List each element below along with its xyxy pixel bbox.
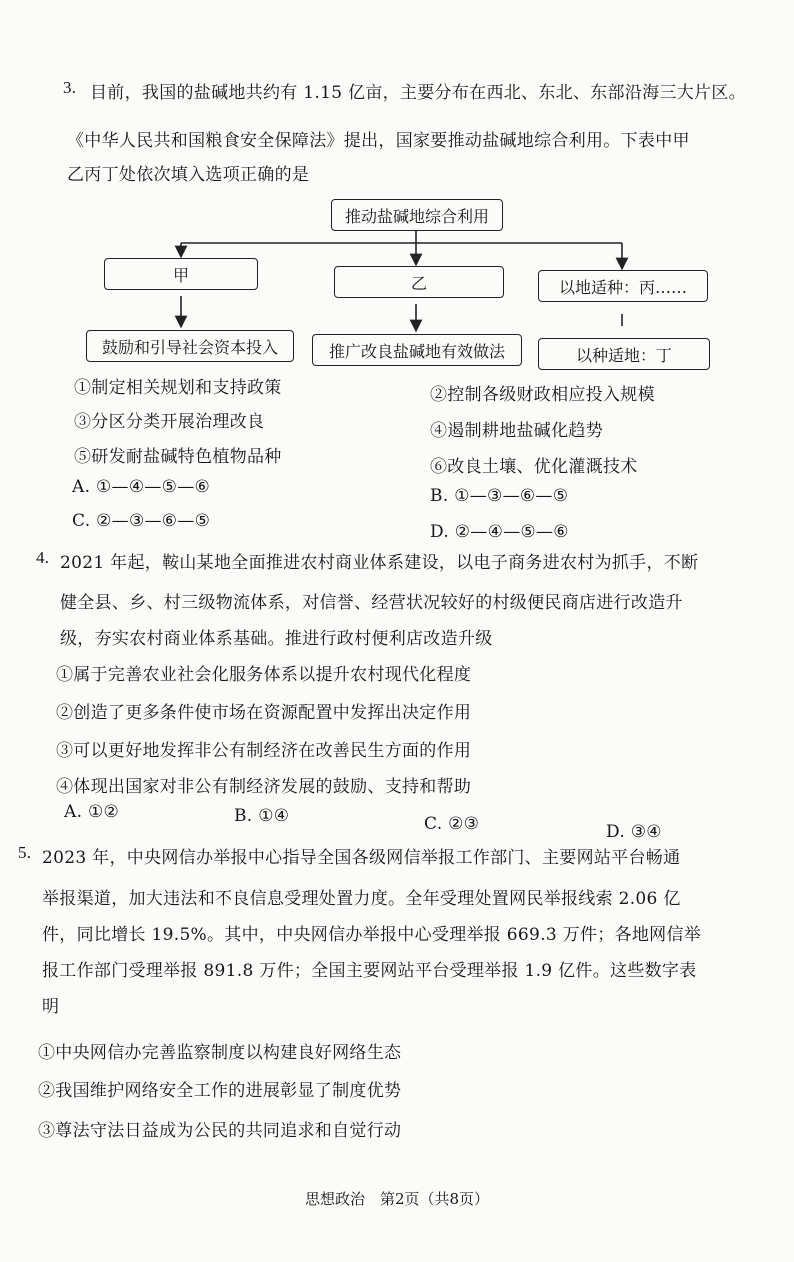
diagram-top-box: 推动盐碱地综合利用 — [331, 199, 503, 231]
q4-item-2: ②创造了更多条件使市场在资源配置中发挥出决定作用 — [56, 703, 472, 723]
q3-stem-line-1: 目前，我国的盐碱地共约有 1.15 亿亩，主要分布在西北、东北、东部沿海三大片区。 — [90, 83, 746, 103]
q4-item-1: ①属于完善农业社会化服务体系以提升农村现代化程度 — [56, 665, 472, 685]
diagram-box-yi: 乙 — [334, 266, 504, 298]
q3-item-4: ④遏制耕地盐碱化趋势 — [430, 421, 603, 441]
q3-stem-line-3: 乙丙丁处依次填入选项正确的是 — [67, 165, 310, 185]
diagram-box-jia: 甲 — [104, 258, 258, 290]
q4-option-b[interactable]: B. ①④ — [234, 806, 290, 826]
q3-option-a[interactable]: A. ①—④—⑤—⑥ — [72, 477, 211, 497]
q5-stem-line-4: 报工作部门受理举报 891.8 万件；全国主要网站平台受理举报 1.9 亿件。这些数字表 — [42, 961, 697, 981]
q3-option-d[interactable]: D. ②—④—⑤—⑥ — [430, 522, 569, 542]
q4-item-4: ④体现出国家对非公有制经济发展的鼓励、支持和帮助 — [56, 777, 472, 797]
q4-stem-line-1: 2021 年起，鞍山某地全面推进农村商业体系建设，以电子商务进农村为抓手，不断 — [60, 553, 699, 573]
diagram-connectors — [0, 0, 794, 400]
diagram-box-social-capital: 鼓励和引导社会资本投入 — [86, 330, 294, 362]
q5-stem-line-2: 举报渠道，加大违法和不良信息受理处置力度。全年受理处置网民举报线索 2.06 亿 — [42, 889, 681, 909]
q3-item-1: ①制定相关规划和支持政策 — [74, 378, 282, 398]
page-footer: 思想政治 第2页（共8页） — [304, 1190, 490, 1208]
q5-item-2: ②我国维护网络安全工作的进展彰显了制度优势 — [38, 1081, 402, 1101]
q4-option-d[interactable]: D. ③④ — [606, 822, 662, 842]
q5-stem-line-5: 明 — [42, 997, 60, 1017]
q4-number: 4. — [36, 548, 50, 567]
q5-stem-line-3: 件，同比增长 19.5%。其中，中央网信办举报中心受理举报 669.3 万件；各地网信举 — [42, 925, 702, 945]
q3-item-5: ⑤研发耐盐碱特色植物品种 — [74, 447, 282, 467]
q5-stem-line-1: 2023 年，中央网信办举报中心指导全国各级网信举报工作部门、主要网站平台畅通 — [42, 848, 681, 868]
diagram-box-promote-methods: 推广改良盐碱地有效做法 — [312, 334, 522, 366]
q4-stem-line-3: 级，夯实农村商业体系基础。推进行政村便利店改造升级 — [60, 629, 493, 649]
q4-option-c[interactable]: C. ②③ — [424, 814, 480, 834]
q3-option-b[interactable]: B. ①—③—⑥—⑤ — [430, 486, 569, 506]
diagram-box-ding: 以种适地：丁 — [538, 338, 710, 370]
q3-number: 3. — [63, 78, 77, 97]
q3-stem-line-2: 《中华人民共和国粮食安全保障法》提出，国家要推动盐碱地综合利用。下表中甲 — [67, 131, 690, 151]
q4-option-a[interactable]: A. ①② — [64, 802, 120, 822]
diagram-box-bing: 以地适种：丙…… — [538, 270, 708, 302]
q3-item-3: ③分区分类开展治理改良 — [74, 412, 265, 432]
q4-stem-line-2: 健全县、乡、村三级物流体系，对信誉、经营状况较好的村级便民商店进行改造升 — [60, 593, 683, 613]
q4-item-3: ③可以更好地发挥非公有制经济在改善民生方面的作用 — [56, 741, 472, 761]
q3-item-2: ②控制各级财政相应投入规模 — [430, 385, 655, 405]
q3-option-c[interactable]: C. ②—③—⑥—⑤ — [72, 511, 211, 531]
q5-item-1: ①中央网信办完善监察制度以构建良好网络生态 — [38, 1043, 402, 1063]
q3-item-6: ⑥改良土壤、优化灌溉技术 — [430, 457, 638, 477]
q5-item-3: ③尊法守法日益成为公民的共同追求和自觉行动 — [38, 1121, 402, 1141]
q5-number: 5. — [18, 843, 32, 862]
